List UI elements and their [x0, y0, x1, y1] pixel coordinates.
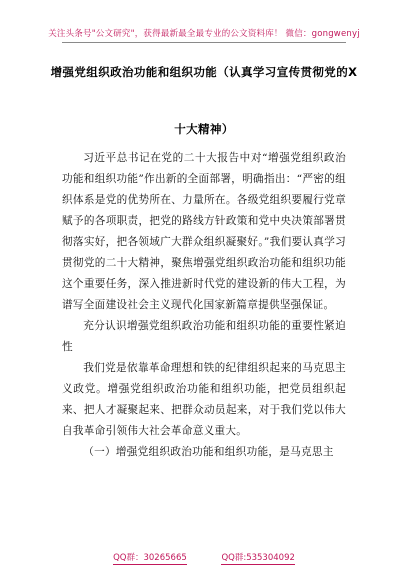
footer	[0, 553, 408, 565]
body-paragraph-subsection-one: （一）增强党组织政治功能和组织功能，是马克思主	[83, 446, 334, 458]
document-title-line-1: 增强党组织政治功能和组织功能（认真学习宣传贯彻党的X	[50, 65, 358, 79]
body-paragraph-party: 我们党是依靠革命理想和铁的纪律组织起来的马克思主义政党。增强党组织政治功能和组织功能，把党员组织起来、把人才凝聚起来、把群众动员起来，对于我们党以伟大自我革命引领伟大社会革命意义重大。	[62, 362, 346, 437]
header-banner: 关注头条号"公文研究"，获得最新最全最专业的公文资料库！ 微信：gongwenyj	[48, 29, 360, 39]
footer-qq-group-1: QQ群：30265665	[113, 553, 187, 563]
body-paragraph-intro: 习近平总书记在党的二十大报告中对“增强党组织政治功能和组织功能”作出新的全面部署，明确指出：“严密的组织体系是党的优势所在、力量所在。各级党组织要履行党章赋予的各项职责，把党的路线方针政策和党中央决策部署贯彻落实好，把各领域广大群众组织凝聚好。”我们要认真学习贯彻党的二十大精神，聚焦增强党组织政治功能和组织功能这个重要任务，深入推进新时代党的建设新的伟大工程，为谱写全面建设社会主义现代化国家新篇章提供坚强保证。	[62, 152, 346, 311]
section-heading: 充分认识增强党组织政治功能和组织功能的重要性紧迫性	[62, 320, 346, 353]
document-body	[62, 148, 346, 463]
document-title-line-2: 十大精神）	[174, 122, 234, 136]
header-divider	[62, 42, 346, 43]
footer-qq-group-2: QQ群:535304092	[221, 553, 295, 563]
